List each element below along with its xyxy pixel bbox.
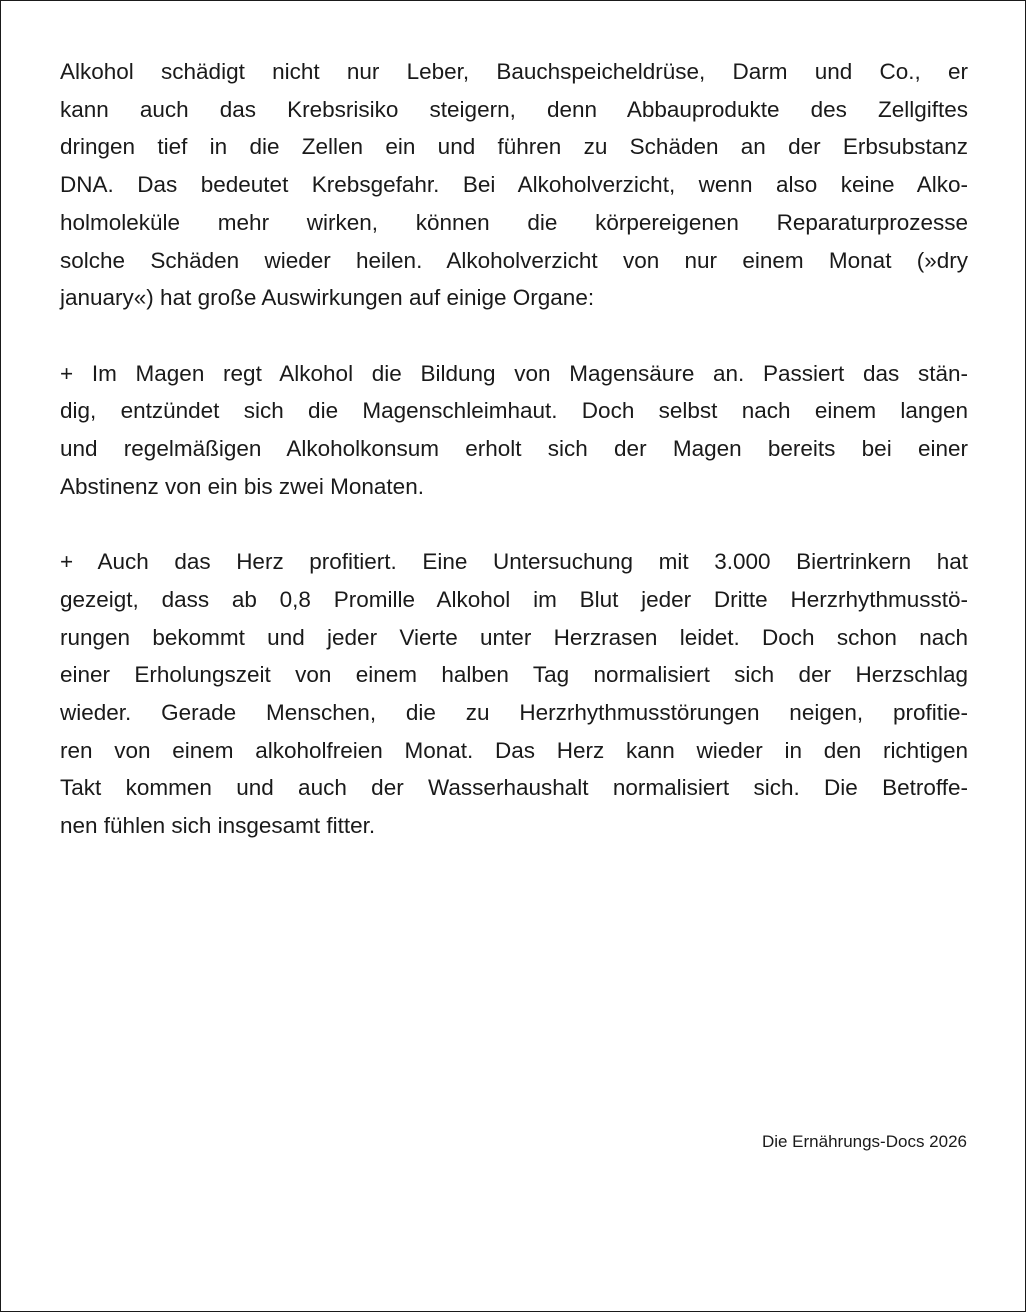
text-line: einer Erholungszeit von einem halben Tag normalisiert sich der Herzschlag	[60, 662, 968, 688]
text-line: gezeigt, dass ab 0,8 Promille Alkohol im Blut jeder Dritte Herzrhythmusstö-	[60, 586, 968, 612]
text-line: dig, entzündet sich die Magenschleimhaut. Doch selbst nach einem langen	[60, 398, 968, 424]
text-line: Takt kommen und auch der Wasserhaushalt normalisiert sich. Die Betroffe-	[60, 775, 968, 801]
text-line: holmoleküle mehr wirken, können die körpereigenen Reparaturprozesse	[60, 209, 968, 235]
text-line: wieder. Gerade Menschen, die zu Herzrhythmusstörungen neigen, profitie-	[60, 699, 968, 725]
footer-source: Die Ernährungs-Docs 2026	[761, 1132, 967, 1151]
text-line: + Im Magen regt Alkohol die Bildung von Magensäure an. Passiert das stän-	[60, 360, 968, 386]
paragraph-heart	[60, 543, 968, 845]
text-line: rungen bekommt und jeder Vierte unter Herzrasen leidet. Doch schon nach	[60, 624, 968, 650]
text-line: january«) hat große Auswirkungen auf einige Organe:	[60, 285, 595, 311]
text-line: Abstinenz von ein bis zwei Monaten.	[60, 473, 424, 499]
text-line: nen fühlen sich insgesamt fitter.	[60, 813, 376, 839]
paragraph-stomach	[60, 355, 968, 506]
text-line: ren von einem alkoholfreien Monat. Das Herz kann wieder in den richtigen	[60, 737, 968, 763]
paragraph-intro	[60, 53, 968, 317]
body-text	[60, 53, 968, 882]
text-line: dringen tief in die Zellen ein und führen zu Schäden an der Erbsubstanz	[60, 134, 968, 160]
text-line: DNA. Das bedeutet Krebsgefahr. Bei Alkoholverzicht, wenn also keine Alko-	[60, 172, 968, 198]
text-line: und regelmäßigen Alkoholkonsum erholt sich der Magen bereits bei einer	[60, 436, 968, 462]
text-line: kann auch das Krebsrisiko steigern, denn Abbauprodukte des Zellgiftes	[60, 96, 968, 122]
text-line: Alkohol schädigt nicht nur Leber, Bauchspeicheldrüse, Darm und Co., er	[60, 59, 968, 84]
text-line: + Auch das Herz profitiert. Eine Untersuchung mit 3.000 Biertrinkern hat	[60, 549, 968, 575]
text-line: solche Schäden wieder heilen. Alkoholverzicht von nur einem Monat (»dry	[60, 247, 968, 273]
